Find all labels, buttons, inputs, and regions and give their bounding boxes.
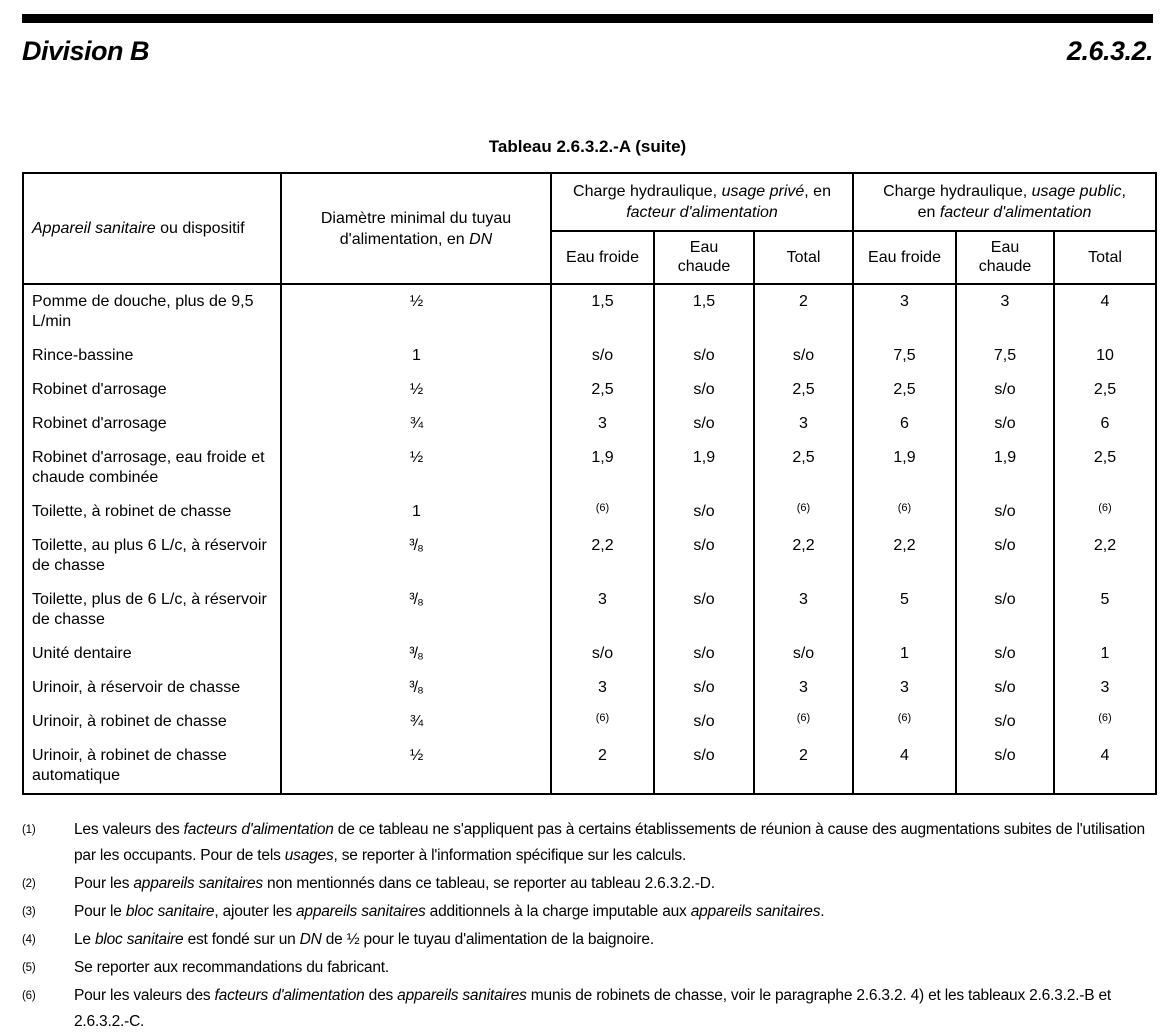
footnote	[22, 927, 1158, 953]
diameter-cell: ³/₈	[281, 529, 551, 583]
value-cell: 2,2	[754, 529, 853, 583]
diameter-column-header-text: Diamètre minimal du tuyau d'alimentation, en DN	[320, 209, 512, 248]
footnote-reference: (6)	[595, 712, 610, 724]
group-header-row	[23, 173, 1156, 231]
value-cell: 4	[1054, 284, 1156, 339]
fixture-cell: Toilette, plus de 6 L/c, à réservoir de chasse	[23, 583, 281, 637]
fixture-cell: Urinoir, à réservoir de chasse	[23, 671, 281, 705]
value-cell: 2,5	[551, 373, 654, 407]
fixture-cell: Robinet d'arrosage, eau froide et chaude combinée	[23, 441, 281, 495]
value-cell: 3	[853, 284, 956, 339]
table-row	[23, 671, 1156, 705]
value-cell: 1,5	[551, 284, 654, 339]
table-row	[23, 373, 1156, 407]
value-cell: s/o	[956, 739, 1054, 794]
value-cell: s/o	[654, 671, 754, 705]
value-cell: 3	[551, 671, 654, 705]
fixture-cell: Rince-bassine	[23, 339, 281, 373]
value-cell: 3	[1054, 671, 1156, 705]
value-cell: 3	[754, 407, 853, 441]
value-cell: s/o	[654, 407, 754, 441]
fixture-cell: Robinet d'arrosage	[23, 407, 281, 441]
value-cell: s/o	[654, 373, 754, 407]
footnote-text: Le bloc sanitaire est fondé sur un DN de ½ pour le tuyau d'alimentation de la baignoire.	[74, 931, 654, 948]
section-number: 2.6.3.2.	[1066, 36, 1153, 66]
value-cell: 2	[754, 284, 853, 339]
value-cell: 3	[551, 407, 654, 441]
diameter-cell: ¾	[281, 407, 551, 441]
value-cell: s/o	[754, 637, 853, 671]
public-use-group-header-text: Charge hydraulique, usage public, en facteur d'alimentation	[883, 183, 1126, 221]
table-header	[23, 173, 1156, 284]
public-hot-water-header: Eau chaude	[956, 231, 1054, 284]
value-cell: s/o	[654, 529, 754, 583]
hydraulic-load-table	[22, 172, 1157, 795]
value-cell: s/o	[551, 339, 654, 373]
footnote-text: Pour le bloc sanitaire, ajouter les appareils sanitaires additionnels à la charge imputable aux appareils sanitaires.	[74, 903, 825, 920]
value-cell: 6	[1054, 407, 1156, 441]
value-cell	[551, 705, 654, 739]
fixture-column-header: Appareil sanitaire ou dispositif	[23, 173, 281, 284]
public-total-header: Total	[1054, 231, 1156, 284]
value-cell: 2,5	[1054, 373, 1156, 407]
value-cell	[1054, 495, 1156, 529]
value-cell: 3	[956, 284, 1054, 339]
private-hot-water-header: Eau chaude	[654, 231, 754, 284]
value-cell	[551, 495, 654, 529]
footnote-reference: (6)	[897, 712, 912, 724]
value-cell: s/o	[654, 583, 754, 637]
value-cell: s/o	[654, 495, 754, 529]
table-row	[23, 407, 1156, 441]
value-cell: 1,9	[956, 441, 1054, 495]
diameter-cell: ³/₈	[281, 583, 551, 637]
value-cell: 2,2	[1054, 529, 1156, 583]
value-cell: 10	[1054, 339, 1156, 373]
value-cell: 2,5	[754, 373, 853, 407]
page-header	[22, 36, 1153, 67]
value-cell: 2	[551, 739, 654, 794]
fixture-cell: Toilette, au plus 6 L/c, à réservoir de chasse	[23, 529, 281, 583]
value-cell: 4	[1054, 739, 1156, 794]
diameter-cell: ³/₈	[281, 637, 551, 671]
table-row	[23, 705, 1156, 739]
private-use-group-header	[551, 173, 853, 231]
value-cell: 2	[754, 739, 853, 794]
value-cell: 1,9	[654, 441, 754, 495]
footnotes	[22, 817, 1158, 1035]
value-cell: 1,9	[551, 441, 654, 495]
value-cell: 3	[853, 671, 956, 705]
public-use-group-header	[853, 173, 1156, 231]
footnote	[22, 899, 1158, 925]
footnote-marker: (2)	[22, 878, 36, 890]
fixture-cell: Toilette, à robinet de chasse	[23, 495, 281, 529]
value-cell: 1,5	[654, 284, 754, 339]
value-cell: s/o	[551, 637, 654, 671]
value-cell: 7,5	[956, 339, 1054, 373]
private-cold-water-header: Eau froide	[551, 231, 654, 284]
value-cell: s/o	[654, 739, 754, 794]
value-cell: 3	[551, 583, 654, 637]
value-cell	[754, 705, 853, 739]
table-row	[23, 583, 1156, 637]
value-cell: s/o	[956, 373, 1054, 407]
footnote	[22, 955, 1158, 981]
value-cell	[754, 495, 853, 529]
footnote	[22, 817, 1158, 869]
value-cell: 2,5	[853, 373, 956, 407]
diameter-cell: ³/₈	[281, 671, 551, 705]
diameter-cell: ½	[281, 441, 551, 495]
footnote-reference: (6)	[796, 502, 811, 514]
footnote-text: Pour les valeurs des facteurs d'alimentation des appareils sanitaires munis de robinets de chasse, voir le paragraphe 2.6.3.2. 4) et les tableaux 2.6.3.2.-B et 2.6.3.2.-C.	[74, 987, 1111, 1030]
diameter-cell: ¾	[281, 705, 551, 739]
diameter-cell: ½	[281, 739, 551, 794]
value-cell	[1054, 705, 1156, 739]
diameter-cell: 1	[281, 339, 551, 373]
value-cell: 3	[754, 671, 853, 705]
value-cell: s/o	[956, 583, 1054, 637]
value-cell: 2,5	[754, 441, 853, 495]
top-rule	[22, 14, 1153, 23]
footnote-reference: (6)	[796, 712, 811, 724]
value-cell: s/o	[654, 339, 754, 373]
footnote-marker: (1)	[22, 824, 36, 836]
table-title: Tableau 2.6.3.2.-A (suite)	[488, 137, 687, 156]
value-cell: 7,5	[853, 339, 956, 373]
fixture-cell: Urinoir, à robinet de chasse	[23, 705, 281, 739]
footnote-text: Pour les appareils sanitaires non mentionnés dans ce tableau, se reporter au tableau 2.6.3.2.-D.	[74, 875, 715, 892]
fixture-cell: Urinoir, à robinet de chasse automatique	[23, 739, 281, 794]
footnote-reference: (6)	[595, 502, 610, 514]
value-cell: s/o	[956, 407, 1054, 441]
value-cell: 5	[1054, 583, 1156, 637]
value-cell: s/o	[956, 637, 1054, 671]
footnote-reference: (6)	[897, 502, 912, 514]
value-cell: 1	[1054, 637, 1156, 671]
table-row	[23, 637, 1156, 671]
diameter-cell: ½	[281, 373, 551, 407]
value-cell: s/o	[754, 339, 853, 373]
diameter-column-header	[281, 173, 551, 284]
footnote-marker: (3)	[22, 906, 36, 918]
table-row	[23, 495, 1156, 529]
value-cell: s/o	[654, 705, 754, 739]
footnote-text: Les valeurs des facteurs d'alimentation de ce tableau ne s'appliquent pas à certains établissements de réunion à cause des augmentations subites de l'utilisation par les occupants. Pour de tels usages, se reporter à l'information spécifique sur les calculs.	[74, 821, 1145, 864]
private-total-header: Total	[754, 231, 853, 284]
value-cell: 2,2	[853, 529, 956, 583]
fixture-cell: Unité dentaire	[23, 637, 281, 671]
table-row	[23, 284, 1156, 339]
diameter-cell: 1	[281, 495, 551, 529]
value-cell: s/o	[956, 705, 1054, 739]
value-cell	[853, 705, 956, 739]
table-row	[23, 739, 1156, 794]
value-cell: 4	[853, 739, 956, 794]
fixture-cell: Robinet d'arrosage	[23, 373, 281, 407]
footnote-reference: (6)	[1098, 712, 1112, 724]
value-cell: 3	[754, 583, 853, 637]
value-cell: s/o	[956, 495, 1054, 529]
footnote	[22, 983, 1158, 1035]
table-body	[23, 284, 1156, 794]
public-cold-water-header: Eau froide	[853, 231, 956, 284]
value-cell: 5	[853, 583, 956, 637]
value-cell: 1,9	[853, 441, 956, 495]
footnote-marker: (5)	[22, 962, 36, 974]
value-cell: 6	[853, 407, 956, 441]
footnote-marker: (4)	[22, 934, 36, 946]
division-label: Division B	[22, 36, 150, 66]
value-cell: s/o	[956, 671, 1054, 705]
footnote-text: Se reporter aux recommandations du fabricant.	[74, 959, 389, 976]
fixture-cell: Pomme de douche, plus de 9,5 L/min	[23, 284, 281, 339]
table-row	[23, 441, 1156, 495]
footnote-marker: (6)	[22, 990, 36, 1002]
footnote	[22, 871, 1158, 897]
value-cell: s/o	[654, 637, 754, 671]
value-cell: 2,2	[551, 529, 654, 583]
value-cell: s/o	[956, 529, 1054, 583]
table-row	[23, 339, 1156, 373]
private-use-group-header-text: Charge hydraulique, usage privé, en facteur d'alimentation	[573, 183, 831, 221]
value-cell	[853, 495, 956, 529]
value-cell: 1	[853, 637, 956, 671]
diameter-cell: ½	[281, 284, 551, 339]
footnote-reference: (6)	[1098, 502, 1112, 514]
table-row	[23, 529, 1156, 583]
value-cell: 2,5	[1054, 441, 1156, 495]
